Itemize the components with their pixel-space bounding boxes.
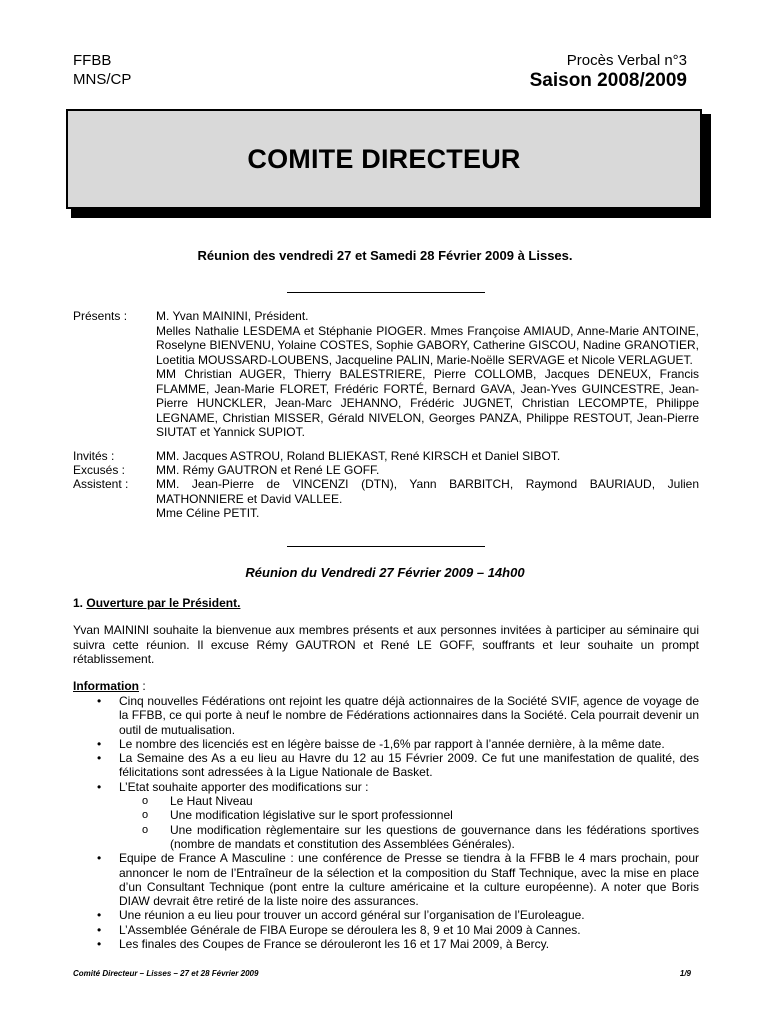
sub-list-item-text: Une modification législative sur le sport professionnel [170,808,453,823]
assistent-men: MM. Jean-Pierre de VINCENZI (DTN), Yann BARBITCH, Raymond BAURIAUD, Julien MATHONNIERE et David VALLEE. [156,477,699,506]
list-item-text: Cinq nouvelles Fédérations ont rejoint les quatre déjà actionnaires de la Société SVIF, agence de voyage de la FFBB, ce qui porte à neuf le nombre de Fédérations actionnaires dans la Société. Cela pourrait devenir un outil de mutualisation. [119,694,699,737]
section-heading [73,596,240,610]
presents-men: MM Christian AUGER, Thierry BALESTRIERE, Pierre COLLOMB, Jacques DENEUX, Francis FLAMME, Jean-Marie FLORET, Frédéric FORTÉ, Bernard GAVA, Jean-Yves GUINCESTRE, Jean-Pierre HUNCKLER, Jean-Marc JEHANNO, Frédéric JUGNET, Christian LECOMPTE, Philippe LEGNAME, Christian MISSER, Gérald NIVELON, Georges PANZA, Philippe RESTOUT, Jean-Pierre SIUTAT et Yannick SUPIOT. [156,367,699,439]
list-item-text: L’Etat souhaite apporter des modifications sur : [119,779,369,794]
list-item-text: Une réunion a eu lieu pour trouver un accord général sur l’organisation de l’Euroleague. [119,908,585,923]
list-item [73,923,699,937]
opening-paragraph: Yvan MAININI souhaite la bienvenue aux membres présents et aux personnes invitées à participer au séminaire qui suivra cette réunion. Il excuse Rémy GAUTRON et René LE GOFF, souffrants et leur souhaite un prompt rétablissement. [73,623,699,666]
session-heading: Réunion du Vendredi 27 Février 2009 – 14h00 [245,565,525,580]
bullet-icon: • [97,751,102,766]
list-item-text: Le nombre des licenciés est en légère baisse de -1,6% par rapport à l’année dernière, à la même date. [119,736,665,751]
information-heading [73,679,146,693]
list-item-text: Les finales des Coupes de France se dérouleront les 16 et 17 Mai 2009, à Bercy. [119,937,550,952]
list-item [73,908,699,922]
bullet-icon: • [97,922,102,937]
title-box [66,109,702,209]
circle-bullet-icon: o [142,823,149,836]
sub-list-item-text: Le Haut Niveau [170,794,253,809]
footer-text: Comité Directeur – Lisses – 27 et 28 Février 2009 [73,969,259,978]
section-title: Ouverture par le Président. [86,596,241,610]
bullet-icon: • [97,779,102,794]
divider [287,546,485,547]
meeting-subtitle: Réunion des vendredi 27 et Samedi 28 Février 2009 à Lisses. [197,248,573,263]
bullet-icon: • [97,851,102,866]
presents-label: Présents : [73,309,128,323]
section-number: 1. [73,596,84,610]
list-item [73,780,699,851]
header-left [73,51,131,89]
presents-president: M. Yvan MAININI, Président. [156,309,309,323]
invites-text: MM. Jacques ASTROU, Roland BLIEKAST, René KIRSCH et Daniel SIBOT. [156,449,561,463]
divider [287,292,485,293]
list-item-text: L’Assemblée Générale de FIBA Europe se déroulera les 8, 9 et 10 Mai 2009 à Cannes. [119,922,581,937]
assistent-women: Mme Céline PETIT. [156,506,260,520]
dept-name: MNS/CP [73,71,132,88]
pv-number: Procès Verbal n°3 [566,52,687,69]
circle-bullet-icon: o [142,809,149,822]
header-right [530,51,687,92]
list-item [73,737,699,751]
information-colon: : [139,679,146,693]
invites-label: Invités : [73,449,115,463]
sub-list-item [119,808,699,822]
list-item-text: Equipe de France A Masculine : une conférence de Presse se tiendra à la FFBB le 4 mars prochain, pour annoncer le nom de l’Entraîneur de la sélection et la composition du Staff Technique, avec la mise en place d’un Consultant Technique (pont entre la culture américaine et la culture européenne). A noter que Boris DIAW devrait être retiré de la liste noire des assurances. [119,851,699,909]
sub-list [119,794,699,851]
excuses-label: Excusés : [73,463,126,477]
list-item [73,694,699,737]
bullet-icon: • [97,736,102,751]
excuses-text: MM. Rémy GAUTRON et René LE GOFF. [156,463,380,477]
list-item-text: La Semaine des As a eu lieu au Havre du 12 au 15 Février 2009. Ce fut une manifestation de qualité, des félicitations sont adressées à la Ligue Nationale de Basket. [119,751,699,780]
list-item [73,851,699,908]
information-label: Information [73,679,139,693]
presents-list [156,309,699,440]
information-list [73,694,699,951]
assistent-list [156,477,699,521]
page-title: COMITE DIRECTEUR [247,143,521,174]
page-footer [73,969,699,978]
bullet-icon: • [97,937,102,952]
org-name: FFBB [73,52,112,69]
list-item [73,751,699,780]
sub-list-item-text: Une modification règlementaire sur les questions de gouvernance dans les fédérations sportives (nombre de mandats et constitution des Assemblées Générales). [170,822,699,851]
sub-list-item [119,823,699,852]
circle-bullet-icon: o [142,795,149,808]
bullet-icon: • [97,908,102,923]
season-label: Saison 2008/2009 [529,70,687,91]
page-number: 1/9 [679,969,691,978]
assistent-label: Assistent : [73,477,129,491]
presents-women: Melles Nathalie LESDEMA et Stéphanie PIOGER. Mmes Françoise AMIAUD, Anne-Marie ANTOINE, Roselyne BIENVENU, Yolaine COSTES, Sophie GABORY, Catherine GISCOU, Nadine GRANOTIER, Loetitia MOUSSARD-LOUBENS, Jacqueline PALIN, Marie-Noëlle SERVAGE et Nicole VERLAGUET. [156,323,699,367]
bullet-icon: • [97,694,102,708]
sub-list-item [119,794,699,808]
list-item [73,937,699,951]
